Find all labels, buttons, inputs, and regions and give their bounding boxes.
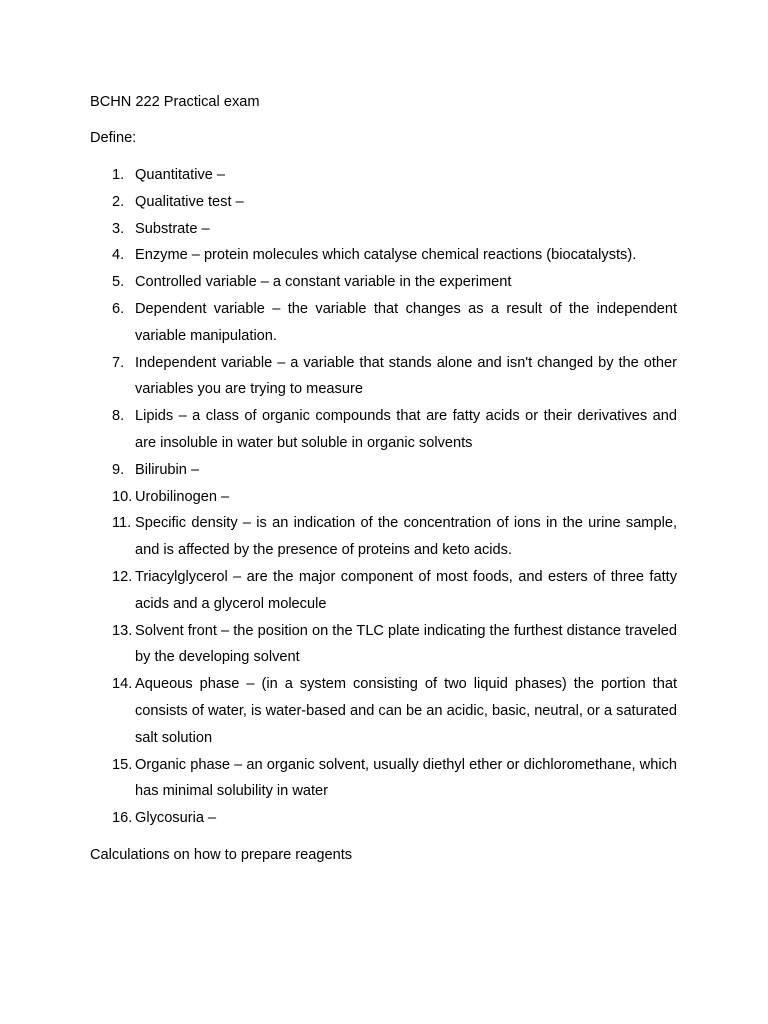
item-number: 3. — [112, 220, 125, 237]
item-number: 14. — [112, 676, 133, 693]
list-item — [90, 350, 677, 404]
item-number: 9. — [112, 461, 125, 478]
calculations-heading: Calculations on how to prepare reagents — [90, 847, 353, 863]
item-number: 11. — [112, 515, 132, 532]
item-text: Bilirubin – — [135, 461, 200, 478]
list-item — [90, 752, 677, 806]
list-item — [90, 805, 677, 832]
item-number: 2. — [112, 193, 125, 210]
item-number: 13. — [112, 622, 133, 639]
list-item — [90, 564, 677, 618]
item-number: 7. — [112, 354, 125, 371]
define-label: Define: — [90, 130, 137, 146]
list-item — [90, 216, 677, 243]
item-text: Organic phase – an organic solvent, usually diethyl ether or dichloromethane, which has minimal solubility in water — [135, 756, 677, 800]
item-number: 12. — [112, 568, 133, 585]
item-number: 1. — [112, 167, 125, 183]
list-item — [90, 269, 677, 296]
list-item — [90, 510, 677, 564]
item-number: 16. — [112, 810, 133, 827]
item-number: 5. — [112, 274, 125, 291]
item-number: 15. — [112, 756, 133, 773]
item-text: Urobilinogen – — [135, 488, 230, 505]
item-number: 6. — [112, 300, 125, 317]
document-title: BCHN 222 Practical exam — [90, 94, 260, 110]
item-text: Aqueous phase – (in a system consisting of two liquid phases) the portion that consists of water, is water-based and can be an acidic, basic, neutral, or a saturated salt solution — [135, 676, 677, 746]
item-text: Triacylglycerol – are the major component of most foods, and esters of three fatty acids and a glycerol molecule — [135, 568, 677, 612]
list-item — [90, 618, 677, 672]
item-text: Dependent variable – the variable that changes as a result of the independent variable manipulation. — [135, 300, 677, 344]
item-number: 10. — [112, 488, 133, 505]
item-number: 8. — [112, 408, 125, 425]
list-item — [90, 189, 677, 216]
item-text: Enzyme – protein molecules which catalyse chemical reactions (biocatalysts). — [135, 247, 637, 264]
list-item — [90, 457, 677, 484]
item-text: Substrate – — [135, 220, 210, 237]
item-text: Lipids – a class of organic compounds that are fatty acids or their derivatives and are insoluble in water but soluble in organic solvents — [135, 408, 677, 451]
item-text: Qualitative test – — [135, 193, 244, 210]
list-item — [90, 671, 677, 751]
item-text: Controlled variable – a constant variable in the experiment — [135, 274, 512, 291]
list-item — [90, 162, 677, 189]
item-number: 4. — [112, 247, 125, 264]
item-text: Specific density – is an indication of the concentration of ions in the urine sample, and is affected by the presence of proteins and keto acids. — [135, 515, 677, 559]
item-text: Independent variable – a variable that stands alone and isn't changed by the other variables you are trying to measure — [135, 354, 677, 398]
definition-list — [90, 162, 677, 832]
list-item — [90, 484, 677, 511]
item-text: Glycosuria – — [135, 810, 217, 827]
list-item — [90, 242, 677, 269]
list-item — [90, 296, 677, 350]
item-text: Quantitative – — [135, 167, 226, 183]
item-text: Solvent front – the position on the TLC plate indicating the furthest distance traveled by the developing solvent — [135, 622, 677, 666]
list-item — [90, 403, 677, 457]
